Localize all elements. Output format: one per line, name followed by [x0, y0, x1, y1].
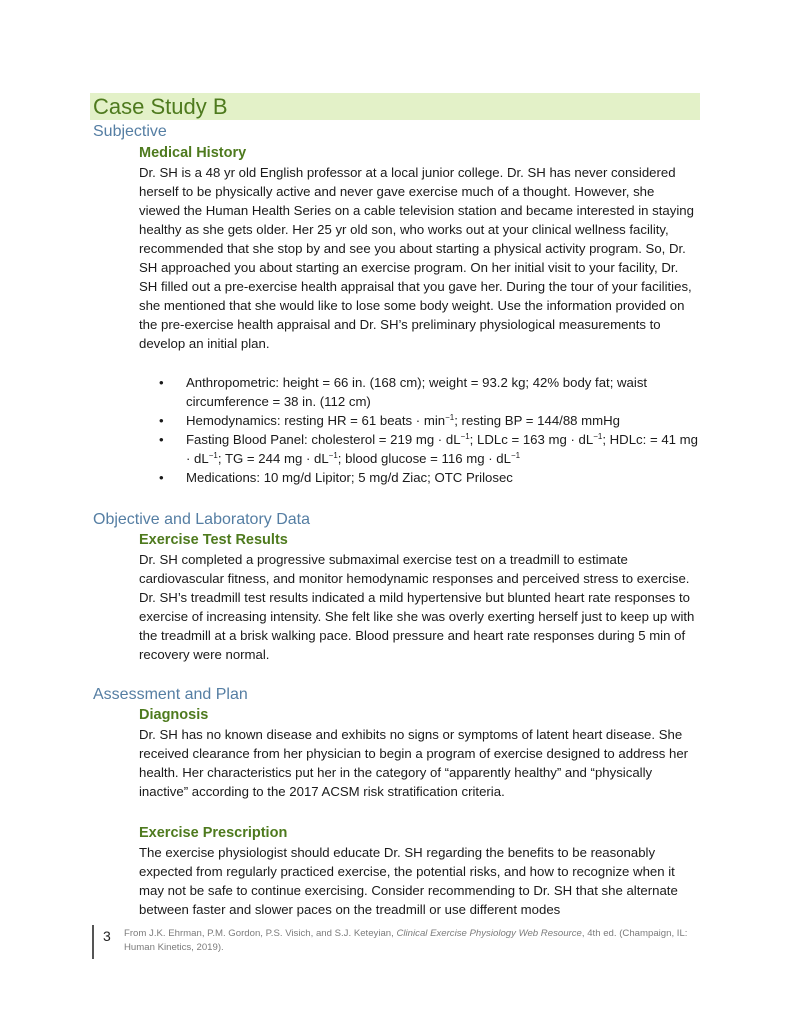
superscript: −1 — [510, 451, 521, 460]
list-item-hemodynamics — [139, 411, 699, 430]
citation-publisher: , 4th ed. (Champaign, IL: Human Kinetics, 2019). — [124, 928, 688, 953]
blood-panel-text-b: ; LDLc = 163 mg · dL — [469, 432, 594, 447]
footer-citation — [124, 927, 694, 955]
superscript: −1 — [328, 451, 338, 460]
page-title: Case Study B — [93, 94, 228, 119]
blood-panel-text-d: ; TG = 244 mg · dL — [217, 451, 329, 466]
citation-title: Clinical Exercise Physiology Web Resource — [396, 928, 582, 939]
medications-text: Medications: 10 mg/d Lipitor; 5 mg/d Ziac; OTC Prilosec — [186, 470, 513, 485]
bullet-icon: • — [159, 470, 164, 485]
list-item-medications — [139, 468, 699, 487]
section-heading-objective: Objective and Laboratory Data — [93, 511, 311, 528]
list-item-blood-panel — [139, 430, 699, 468]
hemodynamics-text-a: Hemodynamics: resting HR = 61 beats · min — [186, 413, 446, 428]
footer-divider — [92, 925, 94, 959]
subheading-exercise-test-results: Exercise Test Results — [139, 532, 288, 548]
section-heading-assessment: Assessment and Plan — [93, 686, 248, 703]
bullet-icon: • — [159, 375, 164, 390]
subheading-exercise-prescription: Exercise Prescription — [139, 825, 288, 841]
bullet-icon: • — [159, 413, 164, 428]
superscript: −1 — [445, 413, 455, 422]
diagnosis-paragraph: Dr. SH has no known disease and exhibits no signs or symptoms of latent heart disease. She received clearance from her physician to begin a program of exercise designed to address her health. Her characteristics put her in the category of “apparently healthy” and “physically inactive” according to the 2017 ACSM risk stratification criteria. — [139, 727, 689, 799]
superscript: −1 — [208, 451, 218, 460]
subheading-medical-history: Medical History — [139, 145, 247, 161]
blood-panel-text-c: ; HDLc: = 41 mg · dL — [186, 432, 698, 466]
anthropometric-text: Anthropometric: height = 66 in. (168 cm); weight = 93.2 kg; 42% body fat; waist circumference = 38 in. (112 cm) — [186, 375, 648, 409]
superscript: −1 — [593, 432, 603, 441]
page-number: 3 — [103, 928, 111, 944]
list-item-anthropometric — [139, 373, 699, 411]
medical-history-paragraph: Dr. SH is a 48 yr old English professor at a local junior college. Dr. SH has never considered herself to be physically active and never gave exercise much of a thought. However, she viewed the Human Health Series on a cable television station and became interested in staying healthy as she gets older. Her 25 yr old son, who works out at your clinical wellness facility, recommended that she stop by and see you about starting a physical activity program. So, Dr. SH approached you about starting an exercise program. On her initial visit to your facility, Dr. SH filled out a pre-exercise health appraisal that you gave her. During the tour of your facilities, she mentioned that she would like to lose some body weight. Use the information provided on the pre-exercise health appraisal and Dr. SH’s preliminary physiological measurements to develop an initial plan. — [139, 165, 694, 351]
superscript: −1 — [460, 432, 470, 441]
blood-panel-text-e: ; blood glucose = 116 mg · dL — [337, 451, 511, 466]
citation-authors: From J.K. Ehrman, P.M. Gordon, P.S. Visich, and S.J. Keteyian, — [124, 928, 397, 939]
blood-panel-text-a: Fasting Blood Panel: cholesterol = 219 mg · dL — [186, 432, 461, 447]
exercise-prescription-paragraph: The exercise physiologist should educate Dr. SH regarding the benefits to be reasonably expected from regularly practiced exercise, the potential risks, and how to recognize when it may not be safe to continue exercising. Consider recommending to Dr. SH that she alternate between faster and slower paces on the treadmill or use different modes — [139, 845, 678, 917]
subheading-diagnosis: Diagnosis — [139, 707, 209, 723]
bullet-icon: • — [159, 432, 164, 447]
exercise-test-paragraph: Dr. SH completed a progressive submaximal exercise test on a treadmill to estimate cardiovascular fitness, and monitor hemodynamic responses and perceived stress to exercise. Dr. SH’s treadmill test results indicated a mild hypertensive but blunted heart rate responses to exercise of increasing intensity. She felt like she was overly exerting herself just to keep up with the treadmill at a brisk walking pace. Blood pressure and heart rate responses during 5 min of recovery were normal. — [139, 552, 695, 662]
section-heading-subjective: Subjective — [93, 123, 167, 140]
patient-data-list — [139, 373, 699, 487]
hemodynamics-text-b: ; resting BP = 144/88 mmHg — [454, 413, 621, 428]
